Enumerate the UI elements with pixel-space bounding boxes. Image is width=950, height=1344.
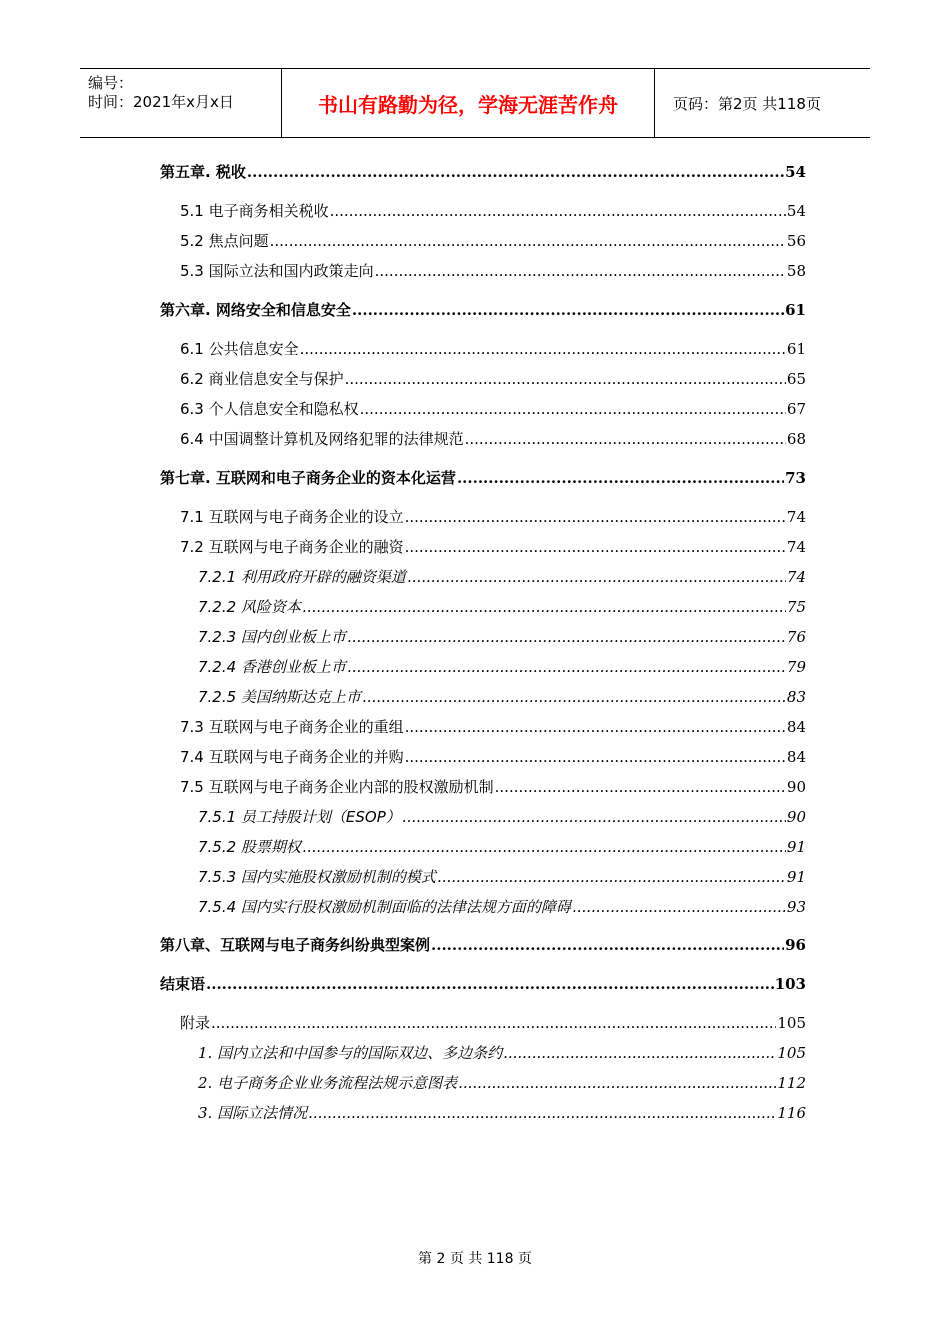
toc-entry-page: 76 xyxy=(786,628,806,646)
toc-entry-page: 105 xyxy=(777,1044,806,1062)
toc-entry-title: 7.5 互联网与电子商务企业内部的股权激励机制 xyxy=(180,778,494,796)
page-header xyxy=(80,68,870,138)
toc-entry-title: 3. 国际立法情况 xyxy=(198,1104,308,1122)
doc-code-label: 编号： xyxy=(88,74,134,92)
toc-leader-dots xyxy=(352,301,784,319)
toc-leader-dots xyxy=(405,718,786,736)
toc-leader-dots xyxy=(431,936,784,954)
toc-leader-dots xyxy=(347,628,786,646)
toc-entry-7-3[interactable] xyxy=(180,716,806,737)
toc-entry-page: 116 xyxy=(777,1104,806,1122)
toc-leader-dots xyxy=(407,568,786,586)
toc-leader-dots xyxy=(458,1074,776,1092)
toc-entry-title: 第八章、互联网与电子商务纠纷典型案例 xyxy=(160,936,431,954)
toc-leader-dots xyxy=(362,688,786,706)
toc-entry-7-5-4[interactable] xyxy=(198,896,806,917)
toc-leader-dots xyxy=(308,1104,776,1122)
toc-entry-page: 58 xyxy=(786,262,806,280)
toc-entry-title: 6.3 个人信息安全和隐私权 xyxy=(180,400,359,418)
toc-entry-title: 7.5.4 国内实行股权激励机制面临的法律法规方面的障碍 xyxy=(198,898,571,916)
toc-entry-title: 7.3 互联网与电子商务企业的重组 xyxy=(180,718,404,736)
toc-leader-dots xyxy=(211,1014,776,1032)
toc-entry-title: 7.2.1 利用政府开辟的融资渠道 xyxy=(198,568,406,586)
toc-entry-title: 7.5.2 股票期权 xyxy=(198,838,301,856)
toc-leader-dots xyxy=(300,340,786,358)
toc-leader-dots xyxy=(572,898,786,916)
toc-leader-dots xyxy=(247,163,784,181)
toc-leader-dots xyxy=(347,658,786,676)
toc-entry-chapter-6[interactable] xyxy=(160,299,806,320)
toc-entry-title: 7.2.3 国内创业板上市 xyxy=(198,628,346,646)
toc-entry-title: 5.1 电子商务相关税收 xyxy=(180,202,329,220)
toc-leader-dots xyxy=(465,430,786,448)
toc-entry-page: 84 xyxy=(786,748,806,766)
toc-entry-page: 91 xyxy=(786,868,806,886)
toc-leader-dots xyxy=(405,538,786,556)
toc-entry-title: 第七章. 互联网和电子商务企业的资本化运营 xyxy=(160,469,456,487)
toc-entry-5-3[interactable] xyxy=(180,260,806,281)
toc-leader-dots xyxy=(206,975,774,993)
toc-entry-title: 7.2.5 美国纳斯达克上市 xyxy=(198,688,361,706)
toc-leader-dots xyxy=(402,808,786,826)
toc-entry-7-2-5[interactable] xyxy=(198,686,806,707)
toc-entry-appendix-1[interactable] xyxy=(198,1042,806,1063)
toc-entry-title: 6.4 中国调整计算机及网络犯罪的法律规范 xyxy=(180,430,464,448)
toc-entry-7-5-3[interactable] xyxy=(198,866,806,887)
toc-entry-title: 5.3 国际立法和国内政策走向 xyxy=(180,262,374,280)
toc-entry-7-2-4[interactable] xyxy=(198,656,806,677)
toc-entry-page: 56 xyxy=(786,232,806,250)
toc-entry-page: 54 xyxy=(785,163,806,181)
toc-entry-page: 68 xyxy=(786,430,806,448)
toc-entry-page: 103 xyxy=(774,975,806,993)
toc-entry-title: 6.1 公共信息安全 xyxy=(180,340,299,358)
toc-entry-6-3[interactable] xyxy=(180,398,806,419)
toc-leader-dots xyxy=(437,868,786,886)
toc-leader-dots xyxy=(375,262,786,280)
toc-entry-7-4[interactable] xyxy=(180,746,806,767)
toc-leader-dots xyxy=(503,1044,776,1062)
toc-entry-7-2-2[interactable] xyxy=(198,596,806,617)
toc-entry-title: 结束语 xyxy=(160,975,206,993)
toc-leader-dots xyxy=(270,232,786,250)
toc-entry-chapter-8[interactable] xyxy=(160,934,806,955)
toc-entry-6-2[interactable] xyxy=(180,368,806,389)
toc-entry-chapter-5[interactable] xyxy=(160,161,806,182)
toc-entry-title: 附录 xyxy=(180,1014,211,1032)
toc-entry-7-2[interactable] xyxy=(180,536,806,557)
toc-entry-7-2-3[interactable] xyxy=(198,626,806,647)
toc-entry-page: 91 xyxy=(786,838,806,856)
toc-entry-page: 79 xyxy=(786,658,806,676)
toc-leader-dots xyxy=(302,838,786,856)
toc-entry-title: 第五章. 税收 xyxy=(160,163,246,181)
toc-entry-page: 83 xyxy=(786,688,806,706)
header-meta-cell xyxy=(80,69,282,137)
toc-entry-page: 105 xyxy=(777,1014,806,1032)
toc-entry-title: 5.2 焦点问题 xyxy=(180,232,269,250)
toc-entry-page: 54 xyxy=(786,202,806,220)
header-page-info-text: 页码：第2页 共118页 xyxy=(673,94,821,113)
toc-entry-page: 90 xyxy=(786,778,806,796)
toc-leader-dots xyxy=(457,469,784,487)
toc-leader-dots xyxy=(405,508,786,526)
toc-entry-conclusion[interactable] xyxy=(160,973,806,994)
toc-entry-7-5-2[interactable] xyxy=(198,836,806,857)
toc-entry-page: 61 xyxy=(785,301,806,319)
toc-entry-page: 73 xyxy=(785,469,806,487)
toc-entry-6-1[interactable] xyxy=(180,338,806,359)
toc-entry-page: 67 xyxy=(786,400,806,418)
toc-entry-page: 65 xyxy=(786,370,806,388)
toc-entry-title: 7.4 互联网与电子商务企业的并购 xyxy=(180,748,404,766)
toc-entry-appendix-3[interactable] xyxy=(198,1102,806,1123)
toc-entry-page: 96 xyxy=(785,936,806,954)
toc-entry-7-1[interactable] xyxy=(180,506,806,527)
toc-entry-5-1[interactable] xyxy=(180,200,806,221)
toc-entry-title: 7.2.4 香港创业板上市 xyxy=(198,658,346,676)
toc-entry-page: 90 xyxy=(786,808,806,826)
toc-entry-title: 1. 国内立法和中国参与的国际双边、多边条约 xyxy=(198,1044,503,1062)
toc-entry-title: 7.5.3 国内实施股权激励机制的模式 xyxy=(198,868,436,886)
toc-entry-appendix-2[interactable] xyxy=(198,1072,806,1093)
toc-entry-title: 第六章. 网络安全和信息安全 xyxy=(160,301,351,319)
toc-entry-page: 75 xyxy=(786,598,806,616)
toc-entry-7-5-1[interactable] xyxy=(198,806,806,827)
toc-entry-6-4[interactable] xyxy=(180,428,806,449)
toc-leader-dots xyxy=(360,400,786,418)
toc-leader-dots xyxy=(405,748,786,766)
toc-leader-dots xyxy=(302,598,786,616)
toc-entry-chapter-7[interactable] xyxy=(160,467,806,488)
toc-entry-appendix[interactable] xyxy=(180,1012,806,1033)
toc-entry-7-2-1[interactable] xyxy=(198,566,806,587)
page-footer: 第 2 页 共 118 页 xyxy=(418,1251,532,1267)
header-page-info xyxy=(663,69,870,137)
toc-entry-title: 7.5.1 员工持股计划（ESOP） xyxy=(198,808,401,826)
toc-entry-page: 61 xyxy=(786,340,806,358)
toc-leader-dots xyxy=(345,370,786,388)
toc-entry-title: 6.2 商业信息安全与保护 xyxy=(180,370,344,388)
header-motto: 书山有路勤为径，学海无涯苦作舟 xyxy=(282,69,655,137)
toc-entry-title: 7.1 互联网与电子商务企业的设立 xyxy=(180,508,404,526)
toc-entry-7-5[interactable] xyxy=(180,776,806,797)
toc-leader-dots xyxy=(495,778,786,796)
toc-entry-page: 93 xyxy=(786,898,806,916)
toc-entry-page: 112 xyxy=(777,1074,806,1092)
toc-entry-5-2[interactable] xyxy=(180,230,806,251)
toc-leader-dots xyxy=(330,202,786,220)
toc-entry-title: 2. 电子商务企业业务流程法规示意图表 xyxy=(198,1074,458,1092)
toc-entry-title: 7.2 互联网与电子商务企业的融资 xyxy=(180,538,404,556)
toc-entry-title: 7.2.2 风险资本 xyxy=(198,598,301,616)
doc-time-label: 时间：2021年x月x日 xyxy=(88,93,234,111)
toc-entry-page: 74 xyxy=(786,538,806,556)
toc-entry-page: 84 xyxy=(786,718,806,736)
toc-entry-page: 74 xyxy=(786,508,806,526)
toc-entry-page: 74 xyxy=(786,568,806,586)
